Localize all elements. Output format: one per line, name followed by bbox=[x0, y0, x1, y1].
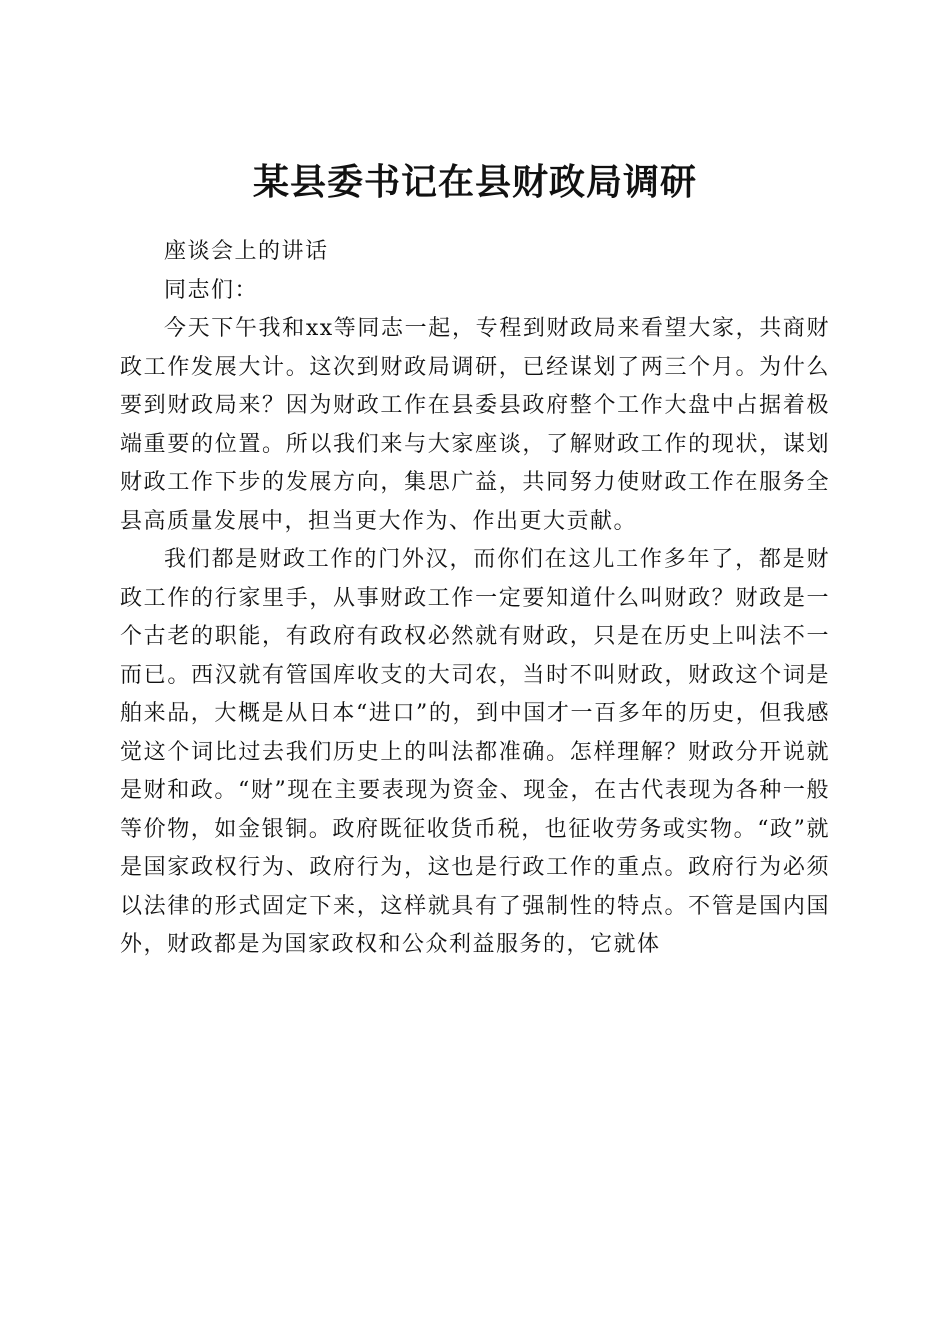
body-paragraph: 今天下午我和xx等同志一起，专程到财政局来看望大家，共商财政工作发展大计。这次到财政局调研，已经谋划了两三个月。为什么要到财政局来？因为财政工作在县委县政府整个工作大盘中占据着极端重要的位置。所以我们来与大家座谈，了解财政工作的现状，谋划财政工作下步的发展方向，集思广益，共同努力使财政工作在服务全县高质量发展中，担当更大作为、作出更大贡献。 bbox=[120, 316, 830, 534]
salutation-paragraph: 同志们： bbox=[164, 277, 259, 303]
document-title: 某县委书记在县财政局调研 bbox=[252, 161, 697, 204]
subtitle-paragraph: 座谈会上的讲话 bbox=[164, 239, 329, 264]
body-paragraph: 我们都是财政工作的门外汉，而你们在这儿工作多年了，都是财政工作的行家里手，从事财政工作一定要知道什么叫财政？财政是一个古老的职能，有政府有政权必然就有财政，只是在历史上叫法不一而已。西汉就有管国库收支的大司农，当时不叫财政，财政这个词是舶来品，大概是从日本“进口”的，到中国才一百多年的历史，但我感觉这个词比过去我们历史上的叫法都准确。怎样理解？财政分开说就是财和政。“财”现在主要表现为资金、现金，在古代表现为各种一般等价物，如金银铜。政府既征收货币税，也征收劳务或实物。“政”就是国家政权行为、政府行为，这也是行政工作的重点。政府行为必须以法律的形式固定下来，这样就具有了强制性的特点。不管是国内国外，财政都是为国家政权和公众利益服务的，它就体 bbox=[120, 547, 830, 957]
document-body bbox=[120, 233, 830, 965]
